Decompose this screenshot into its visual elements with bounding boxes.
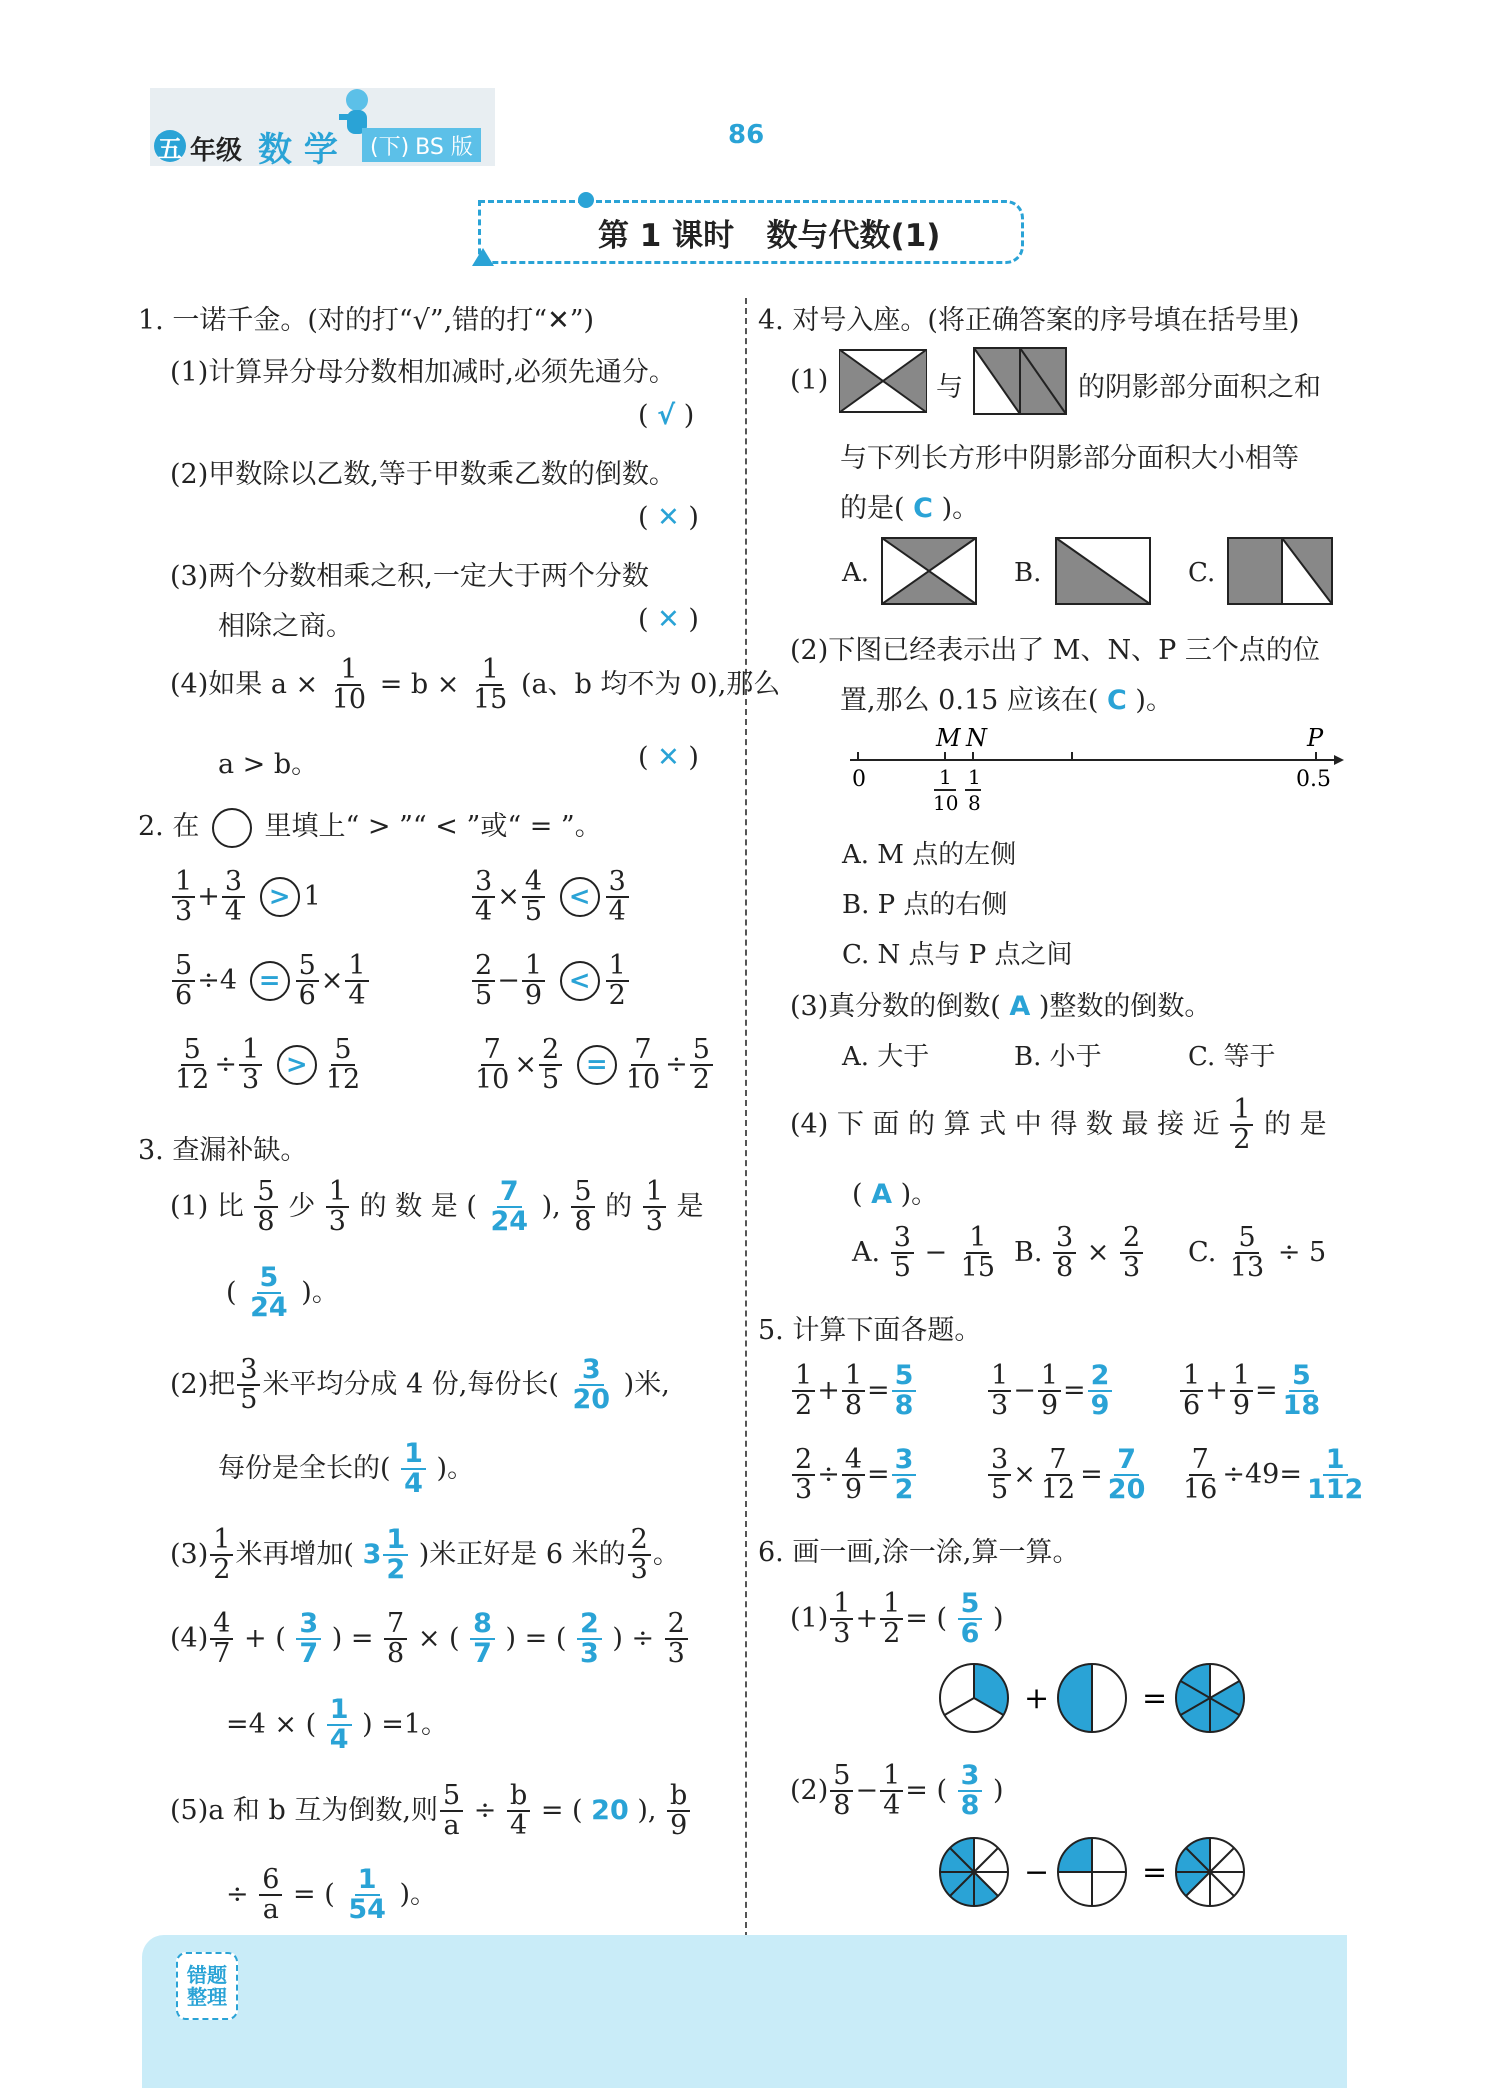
lesson-title: 第 1 课时 数与代数(1) [598,218,941,254]
q2-expr-3: $\frac{5}{6}$ ÷4 = $\frac{5}{6}$ × $\frac{1}{4}$ [170,952,371,1011]
q1-item1-answer: √ [657,400,676,431]
q5-title: 5. 计算下面各题。 [758,1315,982,1346]
q2-answer-4: < [560,961,600,1001]
q4-part1-and: 与 [936,372,963,403]
q4-shape2 [972,346,1068,416]
pie-eighths-three [1176,1838,1244,1906]
q1-item3-answer: ✕ [657,604,680,635]
page-number: 86 [728,120,765,150]
q1-item3-text: (3)两个分数相乘之积,一定大于两个分数 [170,561,649,592]
q1-item4-prefix: (4)如果 a × [170,668,319,700]
number-line-arrow-icon [1334,755,1344,765]
q5-answer-5: $\frac{7}{20}$ [1107,1444,1146,1506]
label-P: P [1307,724,1324,752]
q1-item4-suffix: (a、b 均不为 0),那么 [520,668,781,700]
q1-item4-answer: ✕ [657,742,680,773]
q1-item3-answer-box: ( ✕ ) [638,604,699,635]
q2-expr-5: $\frac{5}{12}$ ÷ $\frac{1}{3}$ > $\frac{5}{12}$ [175,1034,361,1096]
q1-item4-text [170,656,780,715]
svg-text:+: + [1024,1681,1050,1716]
tick2-num: 1 [968,765,981,789]
q5-answer-2: $\frac{2}{9}$ [1088,1362,1113,1421]
q6-part1-answer: $\frac{5}{6}$ [958,1590,983,1649]
q5-answer-3: $\frac{5}{18}$ [1282,1360,1321,1422]
q3-part4-line1: (4) $\frac{4}{7}$ + ( $\frac{3}{7}$ ) = $\frac{7}{8}$ × ( $\frac{8}{7}$ ) = ( $\frac{2}{3}$ ) ÷ $\frac{2}{3}$ [170,1610,690,1669]
subject-label: 数 学 [258,130,338,170]
label-end: 0.5 [1296,767,1331,792]
q4-part3-answer: A [1009,991,1031,1022]
q3-part1-answer1: $\frac{7}{24}$ [490,1176,529,1238]
svg-text:=: = [1142,1855,1168,1890]
q4-part1-label: (1) [790,365,829,396]
q4-opt-c-shape [1226,536,1334,606]
q3-part2-line2: 每份是全长的( $\frac{1}{4}$ )。 [218,1438,475,1500]
q4-part4-answer: A [871,1179,893,1210]
q4-part1-answer: C [913,493,933,524]
q4-part4-answer-line: ( A )。 [852,1179,939,1210]
grade-label: 年级 [190,136,243,166]
q4-part2-line1: (2)下图已经表示出了 M、N、P 三个点的位 [790,635,1320,666]
q3-part4-answer1: $\frac{3}{7}$ [296,1610,321,1669]
q4-title: 4. 对号入座。(将正确答案的序号填在括号里) [758,305,1300,336]
error-notes-badge [176,1952,238,2020]
volume-label: (下) [370,134,410,160]
q5-calc-3: $\frac{1}{6}$ + $\frac{1}{9}$ = $\frac{5}{18}$ [1178,1362,1325,1421]
q3-part2-answer1: $\frac{3}{20}$ [572,1354,611,1416]
q4-part2-line2: 置,那么 0.15 应该在( C )。 [840,685,1173,716]
label-M: M [936,724,961,752]
q3-title: 3. 查漏补缺。 [138,1135,308,1166]
q2-title [138,804,602,848]
q4-part4-opt-b: B. $\frac{3}{8}$ × $\frac{2}{3}$ [1014,1224,1145,1283]
q5-answer-4: $\frac{3}{2}$ [892,1446,917,1505]
q3-part5-line2: ÷ $\frac{6}{a}$ = ( $\frac{1}{54}$ )。 [226,1864,438,1926]
q3-part4-line2: =4 × ( $\frac{1}{4}$ ) =1。 [226,1694,449,1756]
q4-part2-opt-a: A. M 点的左侧 [842,840,1017,870]
q2-expr-6: $\frac{7}{10}$ × $\frac{2}{5}$ = $\frac{7}{10}$ ÷ $\frac{5}{2}$ [470,1036,715,1095]
q1-item2-text: (2)甲数除以乙数,等于甲数乘乙数的倒数。 [170,459,676,490]
q3-part3: (3) $\frac{1}{2}$ 米再增加( 3 $\frac{1}{2}$ )米正好是 6 米的 $\frac{2}{3}$ 。 [170,1524,680,1586]
q1-item4-answer-box: ( ✕ ) [638,742,699,773]
q4-part3-text: (3)真分数的倒数( A )整数的倒数。 [790,991,1212,1022]
q4-part2-opt-b: B. P 点的右侧 [842,890,1008,920]
q2-answer-3: = [250,961,290,1001]
q6-part2-answer: $\frac{3}{8}$ [958,1762,983,1821]
pie-eighths-five [940,1838,1008,1906]
q4-part4-opt-c: C. $\frac{5}{13}$ ÷ 5 [1188,1222,1327,1284]
q4-part3-opt-c: C. 等于 [1188,1042,1276,1072]
q4-part4-opt-a: A. $\frac{3}{5}$ − $\frac{1}{15}$ [852,1222,996,1284]
q3-part5-answer1: 20 [591,1794,629,1826]
q3-part4-answer3: $\frac{2}{3}$ [577,1610,602,1669]
q2-expr-4: $\frac{2}{5}$ − $\frac{1}{9}$ < $\frac{1}{2}$ [470,952,631,1011]
svg-text:−: − [1024,1855,1050,1890]
badge-line1: 错题 [187,1963,227,1987]
q4-part1-text1: 的阴影部分面积之和 [1078,372,1321,403]
q4-part3-opt-b: B. 小于 [1014,1042,1102,1072]
q1-item4-frac2: $\frac{1}{15}$ [472,654,508,716]
label-zero: 0 [852,767,866,792]
q5-answer-6: $\frac{1}{112}$ [1306,1444,1364,1506]
svg-text:=: = [1142,1681,1168,1716]
q4-part2-answer: C [1107,685,1127,716]
q1-item4-mid: = b × [379,668,460,700]
q3-part4-answer4: $\frac{1}{4}$ [327,1696,352,1755]
q3-part1-line1: (1) 比 $\frac{5}{8}$ 少 $\frac{1}{3}$ 的 数 是 ( $\frac{7}{24}$ ), $\frac{5}{8}$ 的 $\frac{1}{3}$ 是 [170,1176,704,1238]
q3-part3-answer-whole: 3 [362,1538,382,1570]
q6-part1-pies [936,1662,1266,1738]
q1-item1-text: (1)计算异分母分数相加减时,必须先通分。 [170,357,676,388]
q6-title: 6. 画一画,涂一涂,算一算。 [758,1537,1080,1568]
q2-title-post: 里填上“ > ”“ < ”或“ = ”。 [264,811,602,842]
tick1-num: 1 [939,765,952,789]
q4-part4-text: (4) 下 面 的 算 式 中 得 数 最 接 近 $\frac{1}{2}$ 的 是 [790,1094,1327,1156]
q1-item3-text2: 相除之商。 [218,611,353,642]
q4-part1-opt-b: B. [1014,558,1042,588]
edition-label: BS 版 [415,134,473,160]
q3-part5-answer2: $\frac{1}{54}$ [348,1864,386,1926]
q1-item1-answer-box: ( √ ) [638,400,695,431]
q3-part3-answer-frac: $\frac{1}{2}$ [383,1526,408,1585]
q5-calc-2: $\frac{1}{3}$ − $\frac{1}{9}$ = $\frac{2}{9}$ [986,1362,1114,1421]
q4-part2-opt-c: C. N 点与 P 点之间 [842,940,1073,970]
q1-item2-answer: ✕ [657,502,680,533]
pie-halves [1058,1664,1126,1732]
q3-part1-line2: ( $\frac{5}{24}$ )。 [226,1262,339,1324]
q2-circle-icon [212,808,252,848]
q4-part1-text3: 的是( C )。 [840,493,980,524]
label-N: N [966,724,987,752]
tick2-den: 8 [968,791,981,815]
q5-calc-6: $\frac{7}{16}$ ÷49= $\frac{1}{112}$ [1178,1446,1368,1505]
q3-part2-answer2: $\frac{1}{4}$ [401,1440,426,1499]
q4-opt-b-shape [1054,536,1152,606]
q5-calc-4: $\frac{2}{3}$ ÷ $\frac{4}{9}$ = $\frac{3}{2}$ [790,1446,918,1505]
badge-line2: 整理 [187,1985,227,2009]
q1-title: 1. 一诺千金。(对的打“√”,错的打“✕”) [138,305,595,336]
column-divider [745,298,747,1938]
pie-quarters [1058,1838,1126,1906]
q1-item4-frac1: $\frac{1}{10}$ [331,654,367,716]
q3-part1-answer2: $\frac{5}{24}$ [250,1262,288,1324]
q4-shape1 [838,348,928,414]
lesson-dot-icon [578,192,594,208]
q2-answer-1: > [260,877,300,917]
q2-expr-1: $\frac{1}{3}$ + $\frac{3}{4}$ > 1 [170,868,321,927]
lesson-triangle-icon [472,248,494,266]
q2-title-pre: 2. 在 [138,811,200,842]
q4-part1-text2: 与下列长方形中阴影部分面积大小相等 [840,443,1299,474]
q2-answer-6: = [577,1045,617,1085]
q4-part3-opt-a: A. 大于 [842,1042,930,1072]
error-notes-area [142,1935,1347,2088]
q3-part2-line1: (2)把 $\frac{3}{5}$ 米平均分成 4 份,每份长( $\frac{3}{20}$ )米, [170,1354,670,1416]
tick1-den: 10 [933,791,959,815]
q6-part2: (2) $\frac{5}{8}$ − $\frac{1}{4}$ = ( $\frac{3}{8}$ ) [790,1760,1004,1822]
pie-sixths [1176,1664,1244,1732]
q2-answer-5: > [277,1045,317,1085]
q2-expr-2: $\frac{3}{4}$ × $\frac{4}{5}$ < $\frac{3}{4}$ [470,868,631,927]
q1-item4-line2: a > b。 [218,749,319,780]
grade-badge: 五 [154,130,186,162]
q4-number-line [846,722,1346,822]
q6-part2-pies [936,1836,1266,1912]
q4-opt-a-shape [880,536,978,606]
q6-part1: (1) $\frac{1}{3}$ + $\frac{1}{2}$ = ( $\frac{5}{6}$ ) [790,1588,1004,1650]
q5-answer-1: $\frac{5}{8}$ [892,1362,917,1421]
q2-answer-2: < [560,877,600,917]
q4-part1-opt-a: A. [842,558,870,588]
q3-part4-answer2: $\frac{8}{7}$ [470,1610,495,1669]
q5-calc-1: $\frac{1}{2}$ + $\frac{1}{8}$ = $\frac{5}{8}$ [790,1362,918,1421]
q3-part5-line1: (5)a 和 b 互为倒数,则 $\frac{5}{a}$ ÷ $\frac{b}{4}$ = ( 20 ), $\frac{b}{9}$ [170,1782,692,1841]
q1-item2-answer-box: ( ✕ ) [638,502,699,533]
pie-thirds [940,1664,1008,1732]
q5-calc-5: $\frac{3}{5}$ × $\frac{7}{12}$ = $\frac{7}{20}$ [986,1446,1150,1505]
q4-part1-opt-c: C. [1188,558,1216,588]
volume-tag [362,128,481,162]
